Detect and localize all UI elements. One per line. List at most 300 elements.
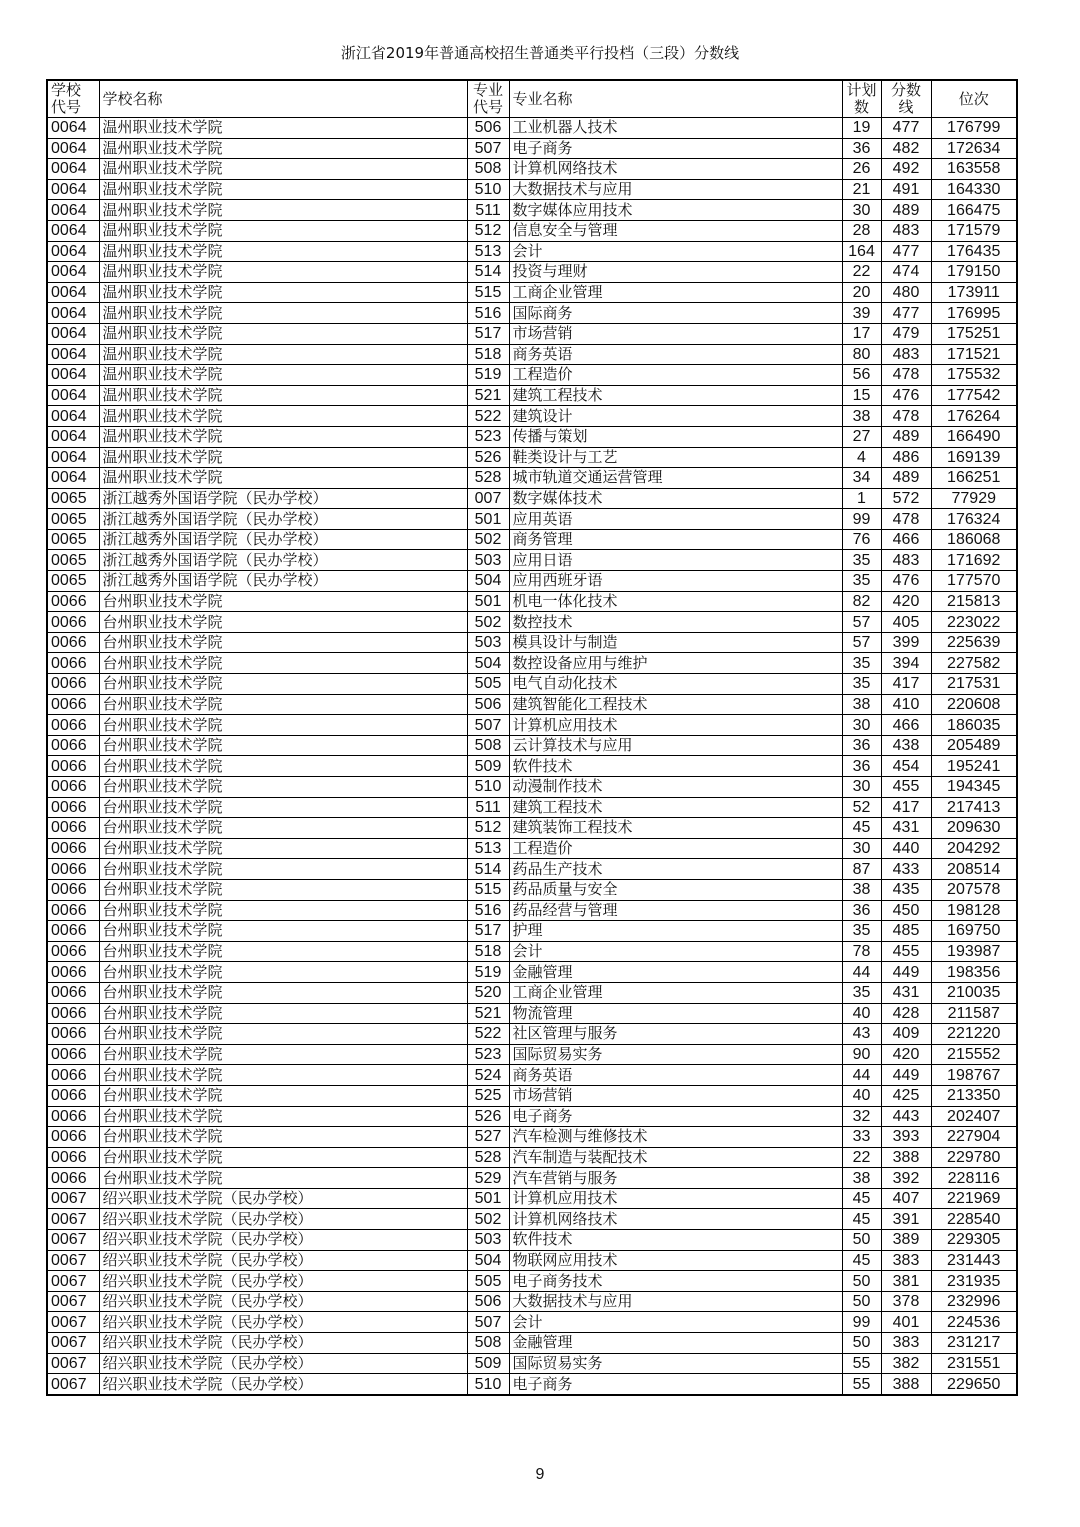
cell-major-code: 518 [467, 941, 509, 962]
cell-school-code: 0064 [47, 241, 99, 262]
cell-school-code: 0066 [47, 859, 99, 880]
cell-major-name: 建筑工程技术 [509, 797, 842, 818]
cell-school-code: 0066 [47, 612, 99, 633]
cell-school-name: 台州职业技术学院 [99, 735, 467, 756]
header-major-name: 专业名称 [509, 80, 842, 118]
cell-score: 417 [881, 674, 931, 695]
cell-school-name: 台州职业技术学院 [99, 1003, 467, 1024]
cell-major-name: 计算机应用技术 [509, 1188, 842, 1209]
cell-plan: 30 [842, 200, 881, 221]
cell-major-name: 建筑装饰工程技术 [509, 818, 842, 839]
cell-score: 486 [881, 447, 931, 468]
page-title: 浙江省2019年普通高校招生普通类平行投档（三段）分数线 [340, 44, 740, 62]
cell-major-name: 计算机网络技术 [509, 159, 842, 180]
cell-major-code: 514 [467, 262, 509, 283]
cell-rank: 223022 [931, 612, 1017, 633]
cell-major-code: 505 [467, 1271, 509, 1292]
cell-rank: 198767 [931, 1065, 1017, 1086]
cell-major-name: 数字媒体技术 [509, 488, 842, 509]
cell-major-code: 508 [467, 159, 509, 180]
cell-major-code: 504 [467, 653, 509, 674]
table-row [47, 118, 1017, 139]
cell-plan: 82 [842, 591, 881, 612]
cell-school-name: 浙江越秀外国语学院（民办学校） [99, 550, 467, 571]
page-number: 9 [535, 1466, 545, 1483]
cell-school-code: 0067 [47, 1230, 99, 1251]
cell-plan: 36 [842, 138, 881, 159]
cell-major-name: 工商企业管理 [509, 282, 842, 303]
cell-major-code: 515 [467, 282, 509, 303]
cell-plan: 20 [842, 282, 881, 303]
cell-school-code: 0066 [47, 1024, 99, 1045]
table-row [47, 1147, 1017, 1168]
cell-school-name: 绍兴职业技术学院（民办学校） [99, 1250, 467, 1271]
table-row [47, 303, 1017, 324]
table-row [47, 406, 1017, 427]
cell-rank: 179150 [931, 262, 1017, 283]
cell-plan: 45 [842, 1188, 881, 1209]
cell-rank: 209630 [931, 818, 1017, 839]
cell-rank: 215552 [931, 1044, 1017, 1065]
cell-major-name: 护理 [509, 921, 842, 942]
cell-major-name: 应用日语 [509, 550, 842, 571]
cell-score: 455 [881, 941, 931, 962]
table-row [47, 571, 1017, 592]
cell-school-name: 浙江越秀外国语学院（民办学校） [99, 571, 467, 592]
table-row [47, 941, 1017, 962]
cell-score: 485 [881, 921, 931, 942]
cell-rank: 231217 [931, 1333, 1017, 1354]
cell-major-code: 521 [467, 385, 509, 406]
cell-school-code: 0065 [47, 550, 99, 571]
table-row [47, 694, 1017, 715]
cell-rank: 186035 [931, 715, 1017, 736]
cell-school-name: 温州职业技术学院 [99, 179, 467, 200]
cell-major-name: 应用英语 [509, 509, 842, 530]
cell-school-code: 0066 [47, 941, 99, 962]
cell-rank: 220608 [931, 694, 1017, 715]
cell-plan: 22 [842, 1147, 881, 1168]
cell-score: 450 [881, 900, 931, 921]
table-row [47, 1188, 1017, 1209]
cell-score: 392 [881, 1168, 931, 1189]
cell-major-code: 502 [467, 1209, 509, 1230]
cell-plan: 36 [842, 735, 881, 756]
cell-score: 489 [881, 200, 931, 221]
table-row [47, 1085, 1017, 1106]
cell-rank: 176799 [931, 118, 1017, 139]
table-row [47, 1374, 1017, 1395]
cell-school-code: 0066 [47, 1044, 99, 1065]
cell-score: 388 [881, 1374, 931, 1395]
cell-plan: 45 [842, 1209, 881, 1230]
cell-plan: 36 [842, 756, 881, 777]
cell-school-code: 0066 [47, 694, 99, 715]
table-row [47, 1044, 1017, 1065]
cell-score: 405 [881, 612, 931, 633]
table-row [47, 859, 1017, 880]
cell-major-code: 504 [467, 1250, 509, 1271]
cell-score: 409 [881, 1024, 931, 1045]
cell-school-code: 0066 [47, 674, 99, 695]
cell-plan: 35 [842, 674, 881, 695]
cell-school-name: 温州职业技术学院 [99, 385, 467, 406]
cell-major-name: 大数据技术与应用 [509, 1291, 842, 1312]
cell-school-code: 0064 [47, 303, 99, 324]
cell-score: 466 [881, 715, 931, 736]
table-row [47, 468, 1017, 489]
cell-plan: 50 [842, 1333, 881, 1354]
cell-school-name: 温州职业技术学院 [99, 118, 467, 139]
cell-rank: 227904 [931, 1127, 1017, 1148]
cell-school-code: 0065 [47, 509, 99, 530]
table-row [47, 715, 1017, 736]
cell-school-code: 0066 [47, 715, 99, 736]
cell-major-code: 519 [467, 962, 509, 983]
cell-plan: 40 [842, 1085, 881, 1106]
cell-rank: 176435 [931, 241, 1017, 262]
table-row [47, 612, 1017, 633]
cell-score: 420 [881, 591, 931, 612]
cell-plan: 52 [842, 797, 881, 818]
table-row [47, 1230, 1017, 1251]
cell-school-name: 温州职业技术学院 [99, 426, 467, 447]
cell-school-code: 0064 [47, 118, 99, 139]
cell-plan: 34 [842, 468, 881, 489]
cell-rank: 202407 [931, 1106, 1017, 1127]
cell-plan: 39 [842, 303, 881, 324]
table-row [47, 1291, 1017, 1312]
cell-school-name: 台州职业技术学院 [99, 653, 467, 674]
cell-plan: 15 [842, 385, 881, 406]
cell-plan: 87 [842, 859, 881, 880]
table-row [47, 220, 1017, 241]
cell-school-code: 0066 [47, 838, 99, 859]
cell-school-name: 绍兴职业技术学院（民办学校） [99, 1188, 467, 1209]
table-row [47, 674, 1017, 695]
table-row [47, 1024, 1017, 1045]
header-plan: 计划数 [842, 80, 881, 118]
cell-rank: 221969 [931, 1188, 1017, 1209]
cell-school-code: 0066 [47, 632, 99, 653]
cell-rank: 228540 [931, 1209, 1017, 1230]
cell-major-name: 国际贸易实务 [509, 1353, 842, 1374]
cell-score: 440 [881, 838, 931, 859]
cell-rank: 166490 [931, 426, 1017, 447]
cell-plan: 57 [842, 632, 881, 653]
cell-school-name: 台州职业技术学院 [99, 1085, 467, 1106]
cell-school-code: 0066 [47, 756, 99, 777]
cell-school-name: 绍兴职业技术学院（民办学校） [99, 1230, 467, 1251]
cell-rank: 225639 [931, 632, 1017, 653]
cell-major-name: 信息安全与管理 [509, 220, 842, 241]
cell-score: 394 [881, 653, 931, 674]
cell-major-name: 软件技术 [509, 756, 842, 777]
cell-school-code: 0064 [47, 282, 99, 303]
cell-plan: 35 [842, 571, 881, 592]
cell-plan: 50 [842, 1230, 881, 1251]
cell-rank: 169139 [931, 447, 1017, 468]
cell-school-name: 绍兴职业技术学院（民办学校） [99, 1374, 467, 1395]
cell-rank: 193987 [931, 941, 1017, 962]
cell-score: 417 [881, 797, 931, 818]
cell-school-code: 0067 [47, 1209, 99, 1230]
cell-school-code: 0066 [47, 1147, 99, 1168]
cell-plan: 99 [842, 1312, 881, 1333]
cell-rank: 177542 [931, 385, 1017, 406]
cell-major-name: 国际贸易实务 [509, 1044, 842, 1065]
cell-plan: 32 [842, 1106, 881, 1127]
cell-score: 393 [881, 1127, 931, 1148]
cell-major-code: 515 [467, 879, 509, 900]
cell-major-name: 汽车检测与维修技术 [509, 1127, 842, 1148]
table-row [47, 1209, 1017, 1230]
cell-major-code: 520 [467, 982, 509, 1003]
cell-school-code: 0066 [47, 591, 99, 612]
cell-score: 489 [881, 468, 931, 489]
cell-major-code: 516 [467, 900, 509, 921]
cell-score: 420 [881, 1044, 931, 1065]
cell-major-code: 516 [467, 303, 509, 324]
cell-school-name: 台州职业技术学院 [99, 1044, 467, 1065]
cell-rank: 172634 [931, 138, 1017, 159]
cell-school-name: 温州职业技术学院 [99, 159, 467, 180]
cell-score: 449 [881, 1065, 931, 1086]
cell-school-name: 温州职业技术学院 [99, 220, 467, 241]
cell-school-name: 台州职业技术学院 [99, 777, 467, 798]
cell-score: 428 [881, 1003, 931, 1024]
cell-rank: 224536 [931, 1312, 1017, 1333]
cell-school-name: 温州职业技术学院 [99, 406, 467, 427]
cell-score: 491 [881, 179, 931, 200]
cell-major-name: 药品生产技术 [509, 859, 842, 880]
cell-major-code: 502 [467, 612, 509, 633]
cell-plan: 30 [842, 777, 881, 798]
cell-plan: 33 [842, 1127, 881, 1148]
cell-school-name: 温州职业技术学院 [99, 365, 467, 386]
cell-rank: 211587 [931, 1003, 1017, 1024]
cell-major-name: 电气自动化技术 [509, 674, 842, 695]
cell-score: 454 [881, 756, 931, 777]
table-row [47, 1333, 1017, 1354]
cell-major-name: 软件技术 [509, 1230, 842, 1251]
cell-rank: 176995 [931, 303, 1017, 324]
cell-school-code: 0064 [47, 426, 99, 447]
cell-major-name: 传播与策划 [509, 426, 842, 447]
cell-plan: 21 [842, 179, 881, 200]
cell-school-code: 0064 [47, 468, 99, 489]
cell-major-code: 510 [467, 777, 509, 798]
cell-major-name: 数控设备应用与维护 [509, 653, 842, 674]
cell-school-name: 绍兴职业技术学院（民办学校） [99, 1271, 467, 1292]
table-row [47, 777, 1017, 798]
cell-rank: 213350 [931, 1085, 1017, 1106]
cell-major-code: 510 [467, 1374, 509, 1395]
cell-major-code: 503 [467, 632, 509, 653]
cell-school-name: 温州职业技术学院 [99, 262, 467, 283]
table-row [47, 653, 1017, 674]
table-row [47, 900, 1017, 921]
cell-school-name: 温州职业技术学院 [99, 303, 467, 324]
cell-major-name: 电子商务 [509, 1374, 842, 1395]
cell-score: 478 [881, 365, 931, 386]
cell-score: 389 [881, 1230, 931, 1251]
cell-school-name: 浙江越秀外国语学院（民办学校） [99, 509, 467, 530]
cell-plan: 22 [842, 262, 881, 283]
cell-plan: 44 [842, 962, 881, 983]
cell-plan: 99 [842, 509, 881, 530]
table-row [47, 632, 1017, 653]
table-row [47, 365, 1017, 386]
cell-plan: 35 [842, 921, 881, 942]
table-row [47, 529, 1017, 550]
cell-school-name: 台州职业技术学院 [99, 962, 467, 983]
cell-score: 383 [881, 1333, 931, 1354]
cell-plan: 30 [842, 715, 881, 736]
cell-rank: 77929 [931, 488, 1017, 509]
table-row [47, 982, 1017, 1003]
cell-major-name: 金融管理 [509, 962, 842, 983]
cell-school-code: 0064 [47, 179, 99, 200]
cell-major-name: 工程造价 [509, 838, 842, 859]
cell-major-code: 523 [467, 1044, 509, 1065]
table-row [47, 735, 1017, 756]
cell-rank: 217531 [931, 674, 1017, 695]
cell-school-code: 0064 [47, 344, 99, 365]
cell-school-code: 0064 [47, 262, 99, 283]
cell-school-code: 0065 [47, 488, 99, 509]
header-school-code: 学校代号 [47, 80, 99, 118]
table-row [47, 838, 1017, 859]
cell-school-name: 温州职业技术学院 [99, 447, 467, 468]
cell-school-code: 0067 [47, 1353, 99, 1374]
cell-school-name: 浙江越秀外国语学院（民办学校） [99, 488, 467, 509]
cell-school-code: 0066 [47, 879, 99, 900]
cell-school-name: 绍兴职业技术学院（民办学校） [99, 1333, 467, 1354]
cell-school-name: 台州职业技术学院 [99, 1127, 467, 1148]
cell-major-code: 509 [467, 756, 509, 777]
cell-plan: 45 [842, 1250, 881, 1271]
cell-score: 476 [881, 385, 931, 406]
cell-school-name: 台州职业技术学院 [99, 879, 467, 900]
cell-major-name: 会计 [509, 241, 842, 262]
cell-major-code: 507 [467, 138, 509, 159]
cell-major-name: 商务英语 [509, 1065, 842, 1086]
cell-major-name: 市场营销 [509, 1085, 842, 1106]
cell-major-name: 电子商务技术 [509, 1271, 842, 1292]
cell-school-name: 台州职业技术学院 [99, 818, 467, 839]
cell-major-code: 523 [467, 426, 509, 447]
cell-plan: 55 [842, 1353, 881, 1374]
header-score: 分数线 [881, 80, 931, 118]
score-table [46, 79, 1018, 1396]
cell-school-code: 0066 [47, 818, 99, 839]
cell-major-name: 动漫制作技术 [509, 777, 842, 798]
cell-rank: 175532 [931, 365, 1017, 386]
cell-score: 407 [881, 1188, 931, 1209]
table-row [47, 550, 1017, 571]
cell-major-code: 518 [467, 344, 509, 365]
table-row [47, 447, 1017, 468]
header-major-code: 专业代号 [467, 80, 509, 118]
cell-school-name: 绍兴职业技术学院（民办学校） [99, 1209, 467, 1230]
cell-school-code: 0066 [47, 962, 99, 983]
cell-school-code: 0064 [47, 200, 99, 221]
table-row [47, 138, 1017, 159]
cell-major-name: 商务英语 [509, 344, 842, 365]
cell-major-code: 511 [467, 797, 509, 818]
cell-major-name: 计算机网络技术 [509, 1209, 842, 1230]
cell-score: 431 [881, 982, 931, 1003]
cell-rank: 176324 [931, 509, 1017, 530]
cell-score: 431 [881, 818, 931, 839]
cell-school-code: 0067 [47, 1188, 99, 1209]
cell-school-name: 绍兴职业技术学院（民办学校） [99, 1291, 467, 1312]
cell-major-name: 计算机应用技术 [509, 715, 842, 736]
cell-rank: 215813 [931, 591, 1017, 612]
cell-plan: 80 [842, 344, 881, 365]
cell-major-code: 513 [467, 838, 509, 859]
table-row [47, 344, 1017, 365]
cell-rank: 227582 [931, 653, 1017, 674]
cell-score: 478 [881, 406, 931, 427]
cell-school-name: 绍兴职业技术学院（民办学校） [99, 1353, 467, 1374]
cell-rank: 195241 [931, 756, 1017, 777]
cell-plan: 43 [842, 1024, 881, 1045]
cell-school-code: 0065 [47, 529, 99, 550]
cell-plan: 35 [842, 982, 881, 1003]
cell-score: 383 [881, 1250, 931, 1271]
cell-school-name: 温州职业技术学院 [99, 344, 467, 365]
cell-rank: 205489 [931, 735, 1017, 756]
cell-school-code: 0064 [47, 447, 99, 468]
cell-plan: 35 [842, 653, 881, 674]
cell-rank: 171579 [931, 220, 1017, 241]
cell-major-name: 会计 [509, 1312, 842, 1333]
cell-plan: 28 [842, 220, 881, 241]
cell-school-code: 0066 [47, 735, 99, 756]
table-row [47, 921, 1017, 942]
cell-school-code: 0064 [47, 138, 99, 159]
cell-school-code: 0066 [47, 1106, 99, 1127]
cell-school-name: 台州职业技术学院 [99, 1106, 467, 1127]
cell-rank: 177570 [931, 571, 1017, 592]
cell-school-name: 温州职业技术学院 [99, 323, 467, 344]
cell-score: 483 [881, 550, 931, 571]
cell-plan: 40 [842, 1003, 881, 1024]
cell-school-name: 台州职业技术学院 [99, 941, 467, 962]
table-row [47, 200, 1017, 221]
cell-score: 476 [881, 571, 931, 592]
table-row [47, 1127, 1017, 1148]
cell-score: 410 [881, 694, 931, 715]
table-body [47, 118, 1017, 1395]
cell-rank: 198128 [931, 900, 1017, 921]
cell-plan: 19 [842, 118, 881, 139]
cell-school-code: 0064 [47, 406, 99, 427]
cell-score: 474 [881, 262, 931, 283]
cell-major-code: 501 [467, 509, 509, 530]
cell-score: 477 [881, 303, 931, 324]
cell-major-code: 526 [467, 1106, 509, 1127]
table-row [47, 756, 1017, 777]
cell-rank: 231935 [931, 1271, 1017, 1292]
cell-rank: 204292 [931, 838, 1017, 859]
cell-rank: 163558 [931, 159, 1017, 180]
cell-school-name: 台州职业技术学院 [99, 859, 467, 880]
cell-school-name: 温州职业技术学院 [99, 200, 467, 221]
cell-score: 483 [881, 220, 931, 241]
